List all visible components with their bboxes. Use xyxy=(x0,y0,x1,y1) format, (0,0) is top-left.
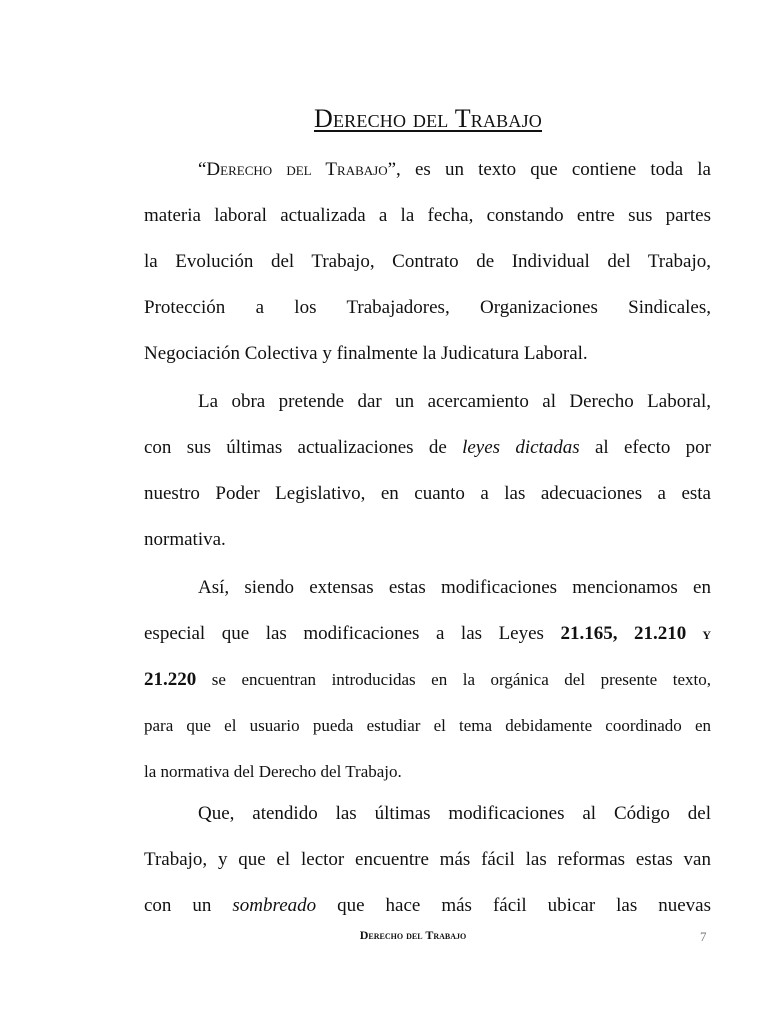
italic-leyes-dictadas: leyes dictadas xyxy=(462,437,580,458)
paragraph-1-line-1 xyxy=(144,158,711,182)
paragraph-4-line-3 xyxy=(144,894,711,918)
paragraph-3-line-2-start: especial que las modificaciones a las Leyes xyxy=(144,623,561,644)
paragraph-3-line-3 xyxy=(144,668,711,692)
paragraph-2-line-2-end: al efecto por xyxy=(579,437,711,458)
paragraph-4-line-3-start: con un xyxy=(144,895,233,916)
page-number: 7 xyxy=(700,929,707,944)
paragraph-2-line-2 xyxy=(144,436,711,460)
conjunction-y: y xyxy=(686,624,712,643)
paragraph-1-line-5: Negociación Colectiva y finalmente la Judicatura Laboral. xyxy=(144,343,588,364)
paragraph-4-line-1: Que, atendido las últimas modificaciones al Código del xyxy=(198,803,711,824)
paragraph-2-line-4: normativa. xyxy=(144,529,226,550)
paragraph-2-line-3: nuestro Poder Legislativo, en cuanto a las adecuaciones a esta xyxy=(144,483,711,504)
paragraph-3-line-5: la normativa del Derecho del Trabajo. xyxy=(144,762,402,781)
book-title-quote: “Derecho del Trabajo” xyxy=(198,159,397,180)
paragraph-3-line-1: Así, siendo extensas estas modificaciones mencionamos en xyxy=(198,577,711,598)
law-numbers: 21.165, 21.210 xyxy=(560,623,687,644)
law-number-21220: 21.220 xyxy=(144,669,197,690)
paragraph-1-line-3: la Evolución del Trabajo, Contrato de Individual del Trabajo, xyxy=(144,251,711,272)
paragraph-4-line-3-end: que hace más fácil ubicar las nuevas xyxy=(316,895,711,916)
paragraph-1-line-2: materia laboral actualizada a la fecha, constando entre sus partes xyxy=(144,205,711,226)
paragraph-3-line-3-text: se encuentran introducidas en la orgánica del presente texto, xyxy=(196,670,711,689)
paragraph-1-line-4: Protección a los Trabajadores, Organizaciones Sindicales, xyxy=(144,297,711,318)
paragraph-1-line-1-text: , es un texto que contiene toda la xyxy=(396,159,711,180)
italic-sombreado: sombreado xyxy=(232,895,317,916)
page-title: Derecho del Trabajo xyxy=(314,104,542,133)
footer-running-title: Derecho del Trabajo xyxy=(359,928,467,942)
paragraph-3-line-2 xyxy=(144,622,711,646)
paragraph-3-line-4: para que el usuario pueda estudiar el tema debidamente coordinado en xyxy=(144,716,711,735)
paragraph-4-line-2: Trabajo, y que el lector encuentre más fácil las reformas estas van xyxy=(144,849,711,870)
paragraph-2-line-2-start: con sus últimas actualizaciones de xyxy=(144,437,463,458)
paragraph-2-line-1: La obra pretende dar un acercamiento al Derecho Laboral, xyxy=(198,391,711,412)
